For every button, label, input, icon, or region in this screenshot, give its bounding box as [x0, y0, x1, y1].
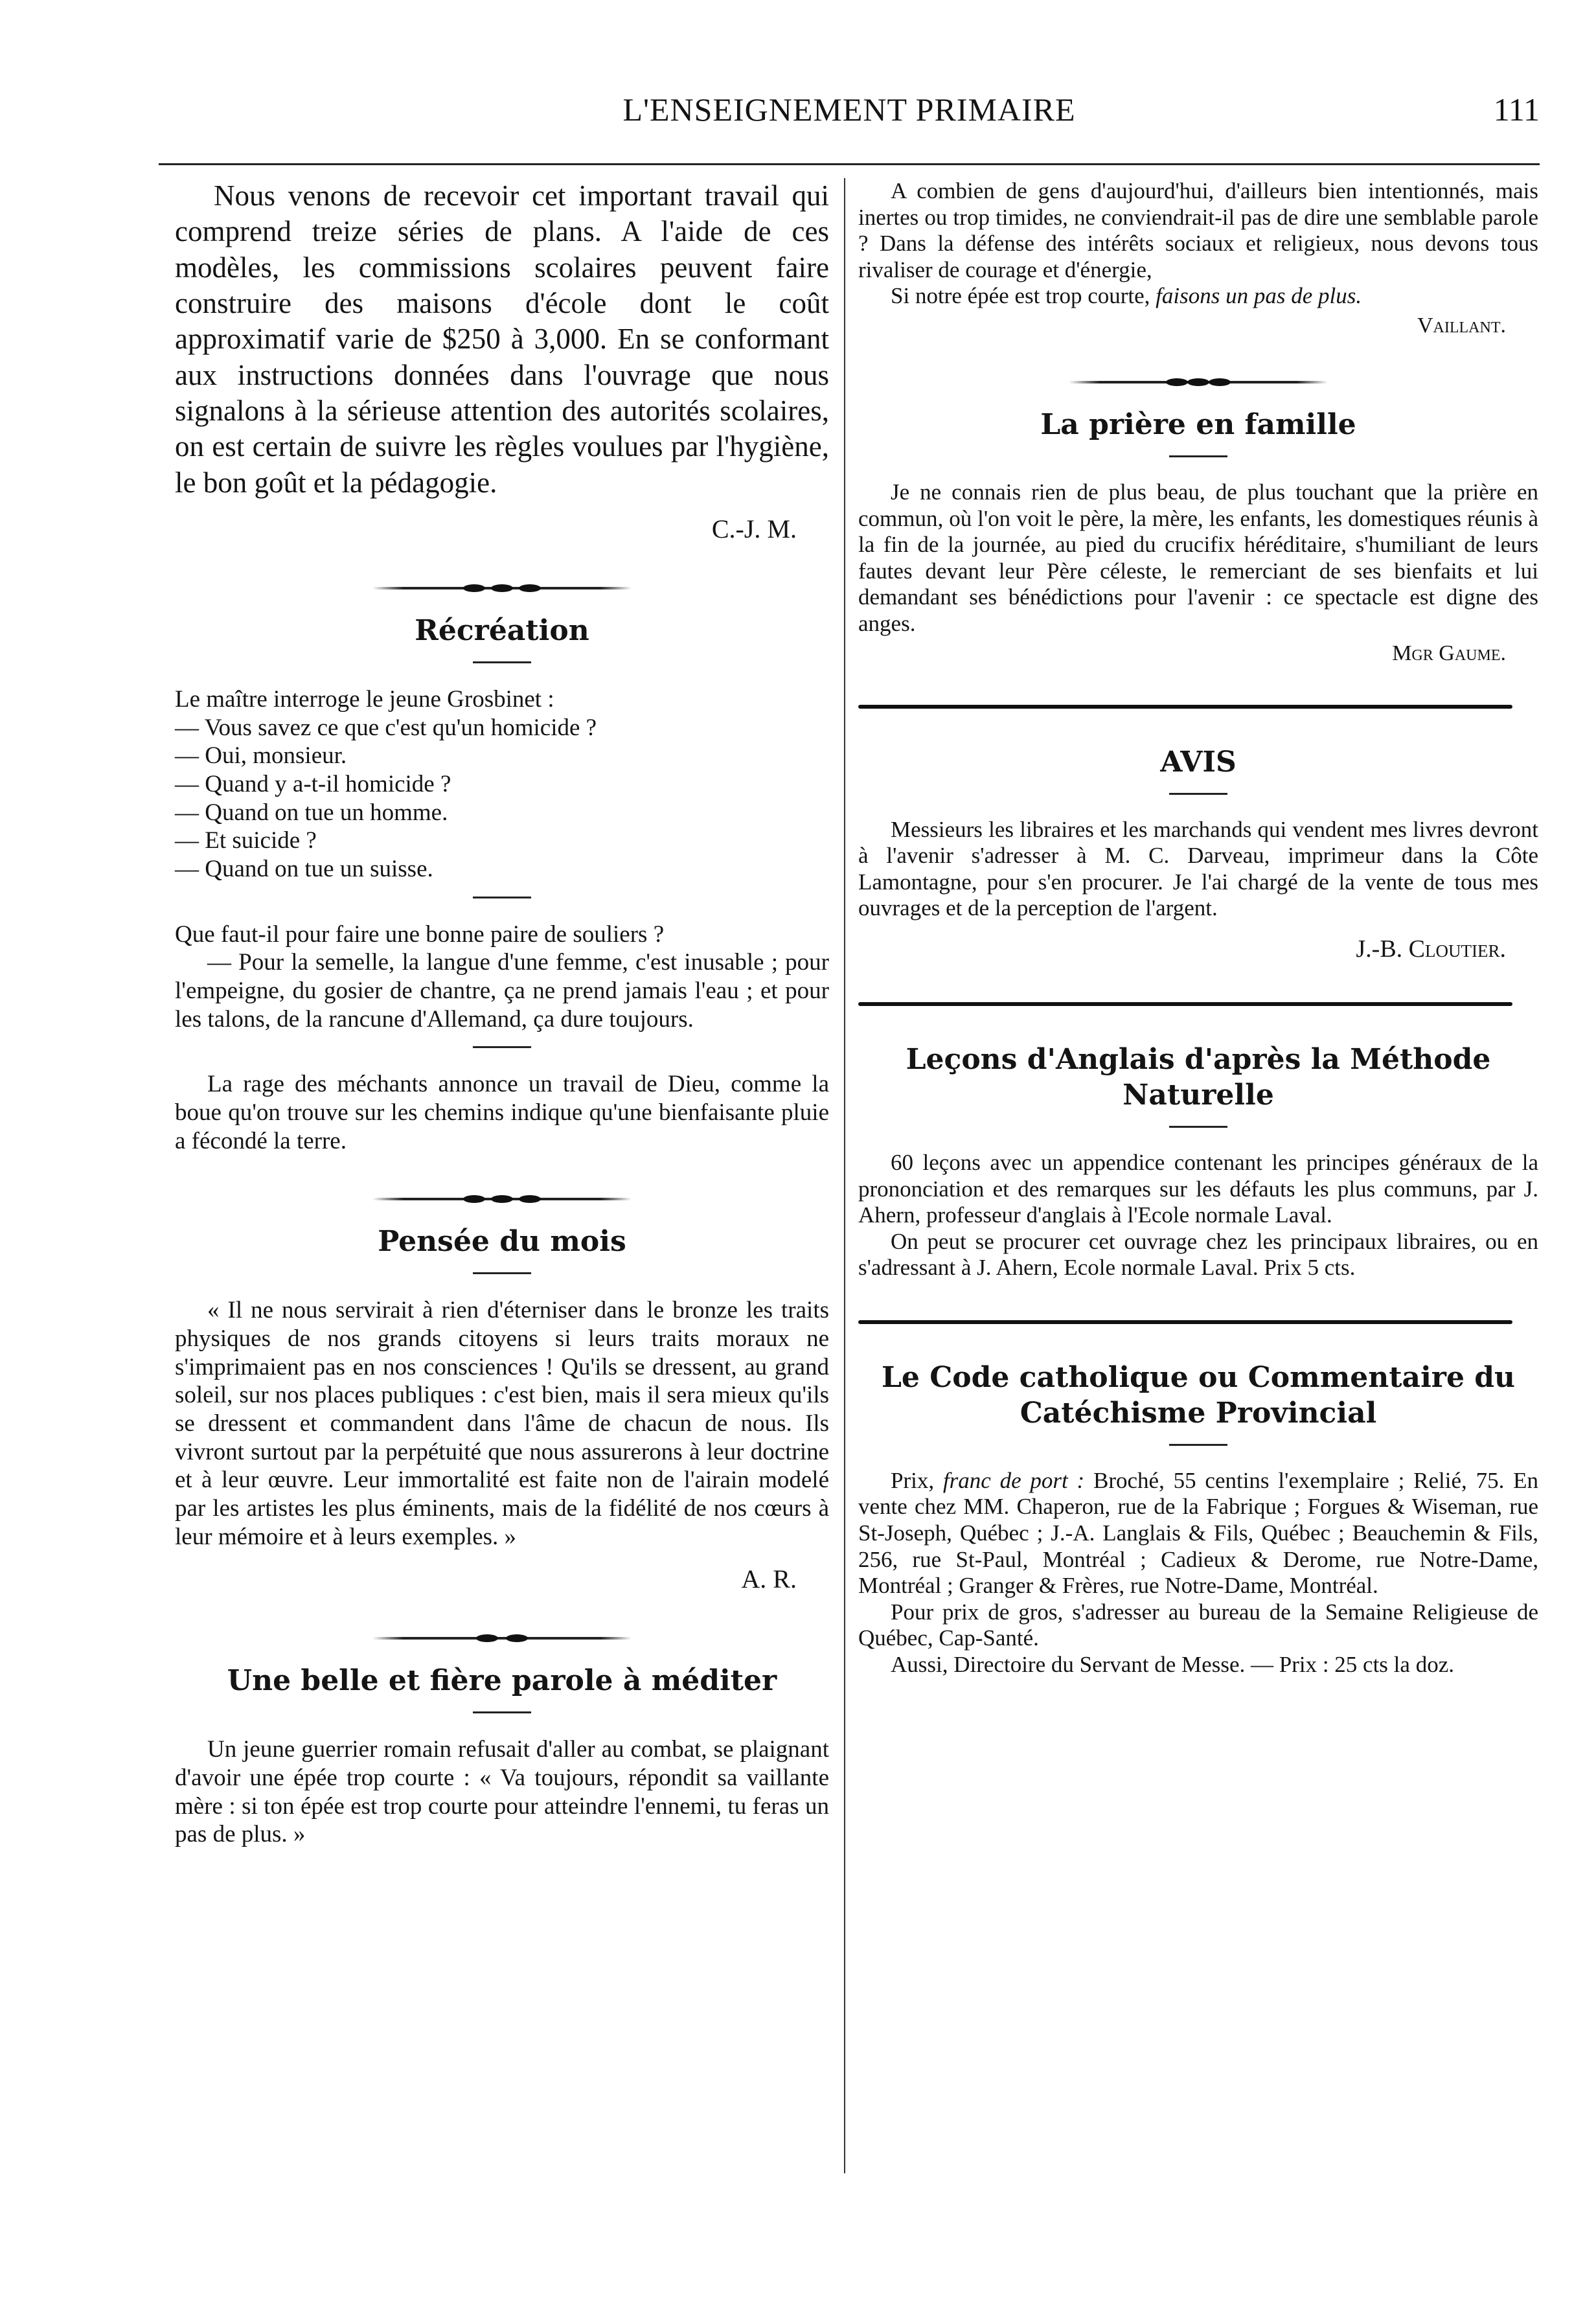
short-rule — [473, 1711, 531, 1713]
section-ornament — [372, 1194, 632, 1204]
parole-closing-plain: Si notre épée est trop courte, — [891, 283, 1156, 309]
journal-title: L'ENSEIGNEMENT PRIMAIRE — [622, 91, 1076, 128]
header-rule — [159, 163, 1540, 165]
parole-text: Un jeune guerrier romain refusait d'aller au combat, se plaignant d'avoir une épée trop courte : « Va toujours, répondit sa vaillante mère : si ton épée est trop courte pour atteindre l'ennemi, tu feras un pas de plus. » — [175, 1736, 829, 1848]
avis-signature: J.-B. Cloutier. — [1356, 935, 1506, 963]
dialogue-line: — Et suicide ? — [175, 827, 317, 854]
code-wholesale-paragraph: Pour prix de gros, s'adresser au bureau de la Semaine Religieuse de Québec, Cap-Santé. — [858, 1599, 1538, 1651]
short-rule — [473, 661, 531, 663]
dialogue-line: — Quand on tue un suisse. — [175, 856, 433, 883]
thick-rule — [858, 1320, 1512, 1324]
code-price-plain: Prix, — [891, 1467, 943, 1493]
dialogue-line: Le maître interroge le jeune Grosbinet : — [175, 686, 554, 713]
pensee-text: « Il ne nous servirait à rien d'éterniser dans le bronze les traits physiques de nos grands citoyens si leurs traits moraux ne s'imprimaient pas en nos consciences ! Qu'ils se dressent, au grand soleil, sur nos places publiques : c'est bien, mais il sera mieux qu'ils se dressent et commandent dans l'âme de chacun de nous. Ils vivront surtout par la perpétuité que nous assurerons à leur doctrine et à leur œuvre. Leur immortalité est faite non de l'airain modelé par les artistes les plus éminents, mais de la fidélité de nos cœurs à leur mémoire et à leurs exemples. » — [175, 1297, 829, 1550]
code-price-paragraph — [858, 1468, 1538, 1599]
thick-rule — [858, 1002, 1512, 1006]
left-column — [175, 178, 829, 1849]
thick-rule — [858, 705, 1512, 709]
dialogue-line: — Oui, monsieur. — [175, 742, 347, 770]
short-rule — [473, 1046, 531, 1048]
section-ornament — [1069, 377, 1328, 387]
parole-signature: Vaillant. — [1417, 313, 1506, 337]
column-divider — [844, 178, 845, 2173]
section-ornament — [372, 1633, 632, 1643]
priere-title: La prière en famille — [1040, 407, 1356, 441]
mechants-paragraph: La rage des méchants annonce un travail de Dieu, comme la boue qu'on trouve sur les chemins indique qu'une bienfaisante pluie a fécondé la terre. — [175, 1071, 829, 1154]
code-directoire-paragraph: Aussi, Directoire du Servant de Messe. — Prix : 25 cts la doz. — [891, 1652, 1454, 1678]
recreation-dialogue — [175, 685, 829, 884]
parole-continued: A combien de gens d'aujourd'hui, d'ailleurs bien intentionnés, mais inertes ou trop timides, ne conviendrait-il pas de dire une semblable parole ? Dans la défense des intérêts sociaux et religieux, nous devons tous rivaliser de courage et d'énergie, — [858, 178, 1538, 282]
souliers-answer: — Pour la semelle, la langue d'une femme, c'est inusable ; pour l'empeigne, du gosier de chantre, ça ne prend jamais l'eau ; et pour les talons, de la rancune d'Allemand, ça dure toujours. — [175, 949, 829, 1033]
priere-signature: Mgr Gaume. — [1392, 641, 1506, 665]
anglais-title: Leçons d'Anglais d'après la Méthode Naturelle — [906, 1042, 1491, 1112]
running-header — [159, 91, 1540, 143]
short-rule — [1169, 455, 1227, 457]
code-price-italic: franc de port : — [942, 1467, 1085, 1493]
short-rule — [473, 1272, 531, 1274]
right-column — [858, 178, 1538, 1678]
code-title: Le Code catholique ou Commentaire du Catéchisme Provincial — [881, 1360, 1516, 1430]
short-rule — [1169, 793, 1227, 795]
code-price-rest: Broché, 55 centins l'exemplaire ; Relié, 75. En vente chez MM. Chaperon, rue de la Fabrique ; Forgues & Wiseman, rue St-Joseph, Québec ; J.-A. Langlais & Fils, Québec ; Beauchemin & Fils, 256, rue St-Paul, Montréal ; Cadieux & Derome, rue Notre-Dame, Montréal ; Granger & Frères, rue Notre-Dame, Montréal. — [858, 1467, 1538, 1599]
dialogue-line: — Quand on tue un homme. — [175, 799, 448, 826]
parole-closing — [858, 283, 1538, 310]
short-rule — [1169, 1444, 1227, 1446]
anglais-text: 60 leçons avec un appendice contenant les principes généraux de la prononciation et des remarques sur les défauts les plus communs, par J. Ahern, professeur d'anglais à l'Ecole normale Laval. — [858, 1149, 1538, 1228]
parole-closing-italic: faisons un pas de plus. — [1156, 283, 1362, 309]
avis-text: Messieurs les libraires et les marchands qui vendent mes livres devront à l'avenir s'adresser à M. C. Darveau, imprimeur dans la Côte Lamontagne, pour s'en procurer. Je l'ai chargé de la vente de tous mes ouvrages et de la perception de l'argent. — [858, 816, 1538, 921]
pensee-title: Pensée du mois — [378, 1225, 626, 1259]
recreation-title: Récréation — [415, 614, 589, 648]
souliers-question: Que faut-il pour faire une bonne paire de souliers ? — [175, 920, 665, 948]
dialogue-line: — Quand y a-t-il homicide ? — [175, 771, 451, 798]
anglais-text-2: On peut se procurer cet ouvrage chez les principaux libraires, ou en s'adressant à J. Ahern, Ecole normale Laval. Prix 5 cts. — [858, 1228, 1538, 1281]
page-number: 111 — [1493, 91, 1540, 128]
avis-title: AVIS — [1160, 745, 1237, 779]
intro-paragraph: Nous venons de recevoir cet important travail qui comprend treize séries de plans. A l'aide de ces modèles, les commissions scolaires peuvent faire construire des maisons d'école dont le coût approximatif varie de $250 à 3,000. En se conformant aux instructions données dans l'ouvrage que nous signalons à la sérieuse attention des autorités scolaires, on est certain de suivre les règles voulues par l'hygiène, le bon goût et la pédagogie. — [175, 179, 829, 499]
short-rule — [1169, 1126, 1227, 1128]
pensee-signature: A. R. — [741, 1564, 797, 1594]
section-ornament — [372, 583, 632, 593]
intro-signature: C.-J. M. — [711, 514, 797, 544]
parole-title: Une belle et fière parole à méditer — [227, 1664, 777, 1698]
dialogue-line: — Vous savez ce que c'est qu'un homicide ? — [175, 714, 597, 741]
priere-text: Je ne connais rien de plus beau, de plus touchant que la prière en commun, où l'on voit le père, la mère, les enfants, les domestiques réunis à la fin de la journée, au pied du crucifix héréditaire, s'humiliant de leurs fautes devant leur Père céleste, le remerciant de ses bienfaits et lui demandant ses bénédictions pour l'avenir : ce spectacle est digne des anges. — [858, 479, 1538, 636]
short-rule — [473, 897, 531, 898]
